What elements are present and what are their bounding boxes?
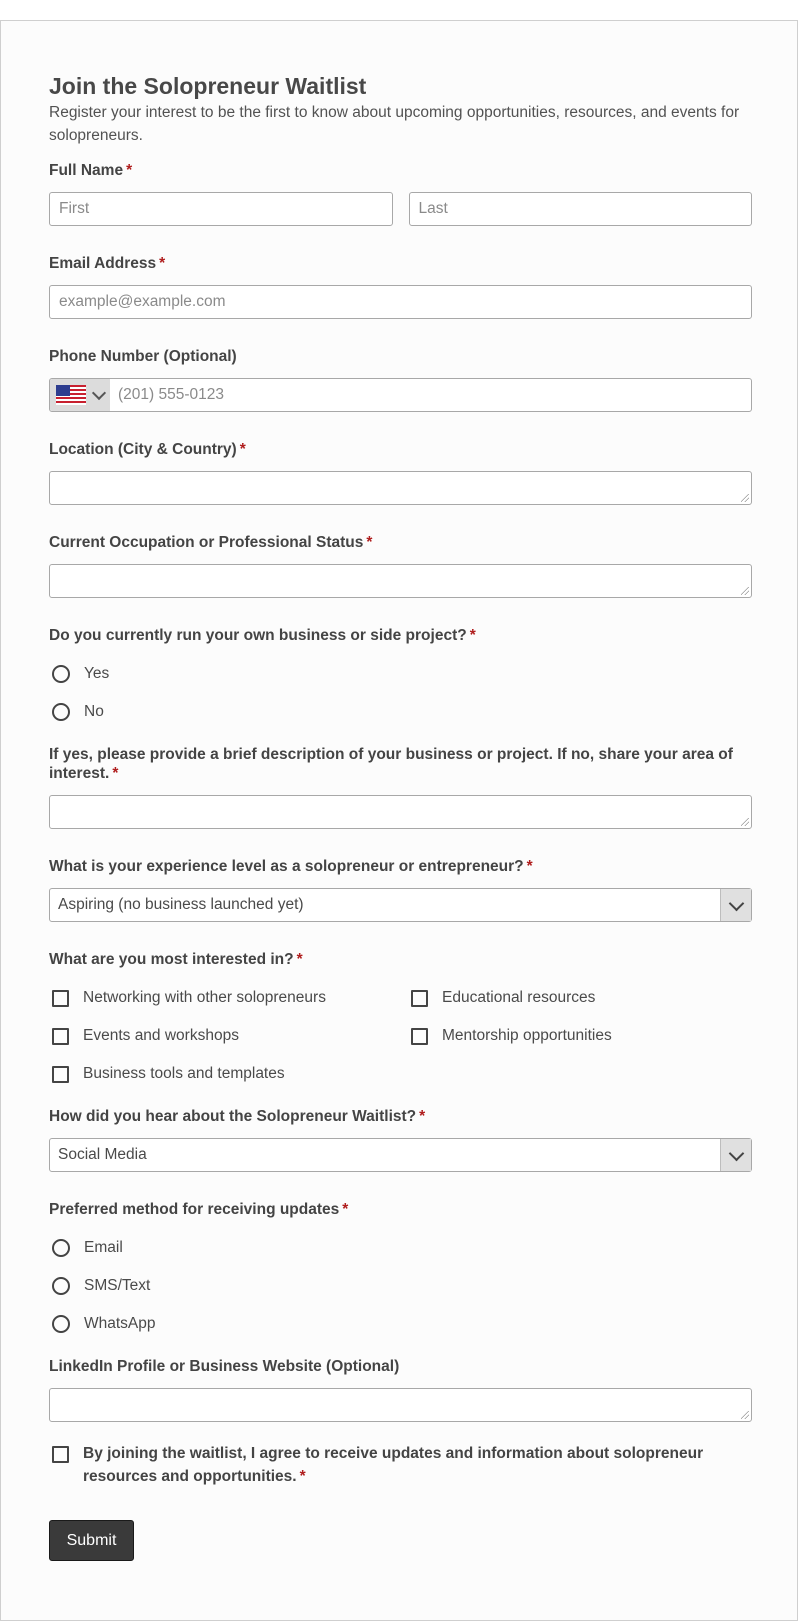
occupation-label: Current Occupation or Professional Status * (49, 534, 373, 551)
radio-button[interactable] (52, 703, 70, 721)
radio-button[interactable] (52, 1277, 70, 1295)
email-label: Email Address * (49, 255, 166, 272)
radio-button[interactable] (52, 1315, 70, 1333)
location-field (49, 440, 752, 505)
agree-consent[interactable] (49, 1442, 752, 1488)
location-label: Location (City & Country) * (49, 441, 246, 458)
form-body (49, 71, 752, 1561)
experience-selected-value: Aspiring (no business launched yet) (58, 896, 304, 913)
checkbox[interactable] (52, 1028, 69, 1045)
last-name-input[interactable]: Last (409, 192, 753, 226)
description-textarea[interactable] (49, 795, 752, 829)
full-name-label: Full Name * (49, 162, 133, 179)
first-name-input[interactable]: First (49, 192, 393, 226)
agree-checkbox[interactable] (52, 1446, 69, 1463)
required-mark: * (469, 627, 476, 644)
updates-method-label: Preferred method for receiving updates * (49, 1201, 349, 1218)
experience-field (49, 857, 752, 922)
country-code-select[interactable] (50, 379, 110, 411)
checkbox-option-mentorship[interactable]: Mentorship opportunities (408, 1017, 752, 1055)
checkbox-option-events[interactable]: Events and workshops (49, 1017, 408, 1055)
radio-option-sms[interactable]: SMS/Text (49, 1267, 752, 1305)
experience-label: What is your experience level as a solopreneur or entrepreneur? * (49, 858, 533, 875)
location-textarea[interactable] (49, 471, 752, 505)
description-label: If yes, please provide a brief description of your business or project. If no, share your area of interest. * (49, 746, 733, 782)
phone-input-group (49, 378, 752, 412)
select-dropdown-button[interactable] (720, 1139, 751, 1171)
email-field (49, 254, 752, 319)
chevron-down-icon (92, 386, 106, 400)
email-input[interactable]: example@example.com (49, 285, 752, 319)
chevron-down-icon (728, 895, 744, 911)
resize-handle-icon[interactable] (741, 587, 749, 595)
us-flag-icon (56, 385, 86, 405)
checkbox-option-networking[interactable]: Networking with other solopreneurs (49, 979, 408, 1017)
required-mark: * (239, 441, 246, 458)
linkedin-textarea[interactable] (49, 1388, 752, 1422)
heard-about-label: How did you hear about the Solopreneur Waitlist? * (49, 1108, 426, 1125)
interests-field (49, 950, 752, 1093)
linkedin-label: LinkedIn Profile or Business Website (Optional) (49, 1358, 400, 1375)
full-name-field (49, 161, 752, 226)
checkbox[interactable] (52, 990, 69, 1007)
radio-option-whatsapp[interactable]: WhatsApp (49, 1305, 752, 1343)
resize-handle-icon[interactable] (741, 494, 749, 502)
heard-about-select[interactable] (49, 1138, 752, 1172)
select-dropdown-button[interactable] (720, 889, 751, 921)
interests-label: What are you most interested in? * (49, 951, 303, 968)
required-mark: * (112, 765, 119, 782)
phone-input[interactable]: (201) 555-0123 (118, 386, 224, 403)
form-card (0, 20, 798, 1621)
run-business-field (49, 626, 752, 731)
checkbox[interactable] (52, 1066, 69, 1083)
phone-field (49, 347, 752, 412)
checkbox-option-tools[interactable]: Business tools and templates (49, 1055, 408, 1093)
experience-select[interactable] (49, 888, 752, 922)
chevron-down-icon (728, 1145, 744, 1161)
occupation-field (49, 533, 752, 598)
required-mark: * (299, 1468, 306, 1485)
phone-label: Phone Number (Optional) (49, 348, 237, 365)
required-mark: * (126, 162, 133, 179)
checkbox-option-educational[interactable]: Educational resources (408, 979, 752, 1017)
resize-handle-icon[interactable] (741, 818, 749, 826)
agree-label: By joining the waitlist, I agree to receive updates and information about solopreneur resources and opportunities. * (83, 1445, 704, 1485)
checkbox[interactable] (411, 1028, 428, 1045)
form-title: Join the Solopreneur Waitlist (49, 73, 367, 99)
radio-option-no[interactable]: No (49, 693, 752, 731)
run-business-label: Do you currently run your own business or side project? * (49, 627, 476, 644)
description-field (49, 745, 752, 829)
radio-option-email[interactable]: Email (49, 1229, 752, 1267)
checkbox[interactable] (411, 990, 428, 1007)
radio-option-yes[interactable]: Yes (49, 655, 752, 693)
radio-button[interactable] (52, 665, 70, 683)
resize-handle-icon[interactable] (741, 1411, 749, 1419)
occupation-textarea[interactable] (49, 564, 752, 598)
heard-about-field (49, 1107, 752, 1172)
required-mark: * (419, 1108, 426, 1125)
required-mark: * (296, 951, 303, 968)
required-mark: * (366, 534, 373, 551)
radio-button[interactable] (52, 1239, 70, 1257)
required-mark: * (159, 255, 166, 272)
heard-about-selected-value: Social Media (58, 1146, 147, 1163)
submit-button[interactable]: Submit (49, 1520, 134, 1561)
linkedin-field (49, 1357, 752, 1422)
updates-method-field (49, 1200, 752, 1343)
required-mark: * (526, 858, 533, 875)
required-mark: * (342, 1201, 349, 1218)
form-subtitle: Register your interest to be the first to know about upcoming opportunities, resources, and events for solopreneurs. (49, 104, 740, 144)
